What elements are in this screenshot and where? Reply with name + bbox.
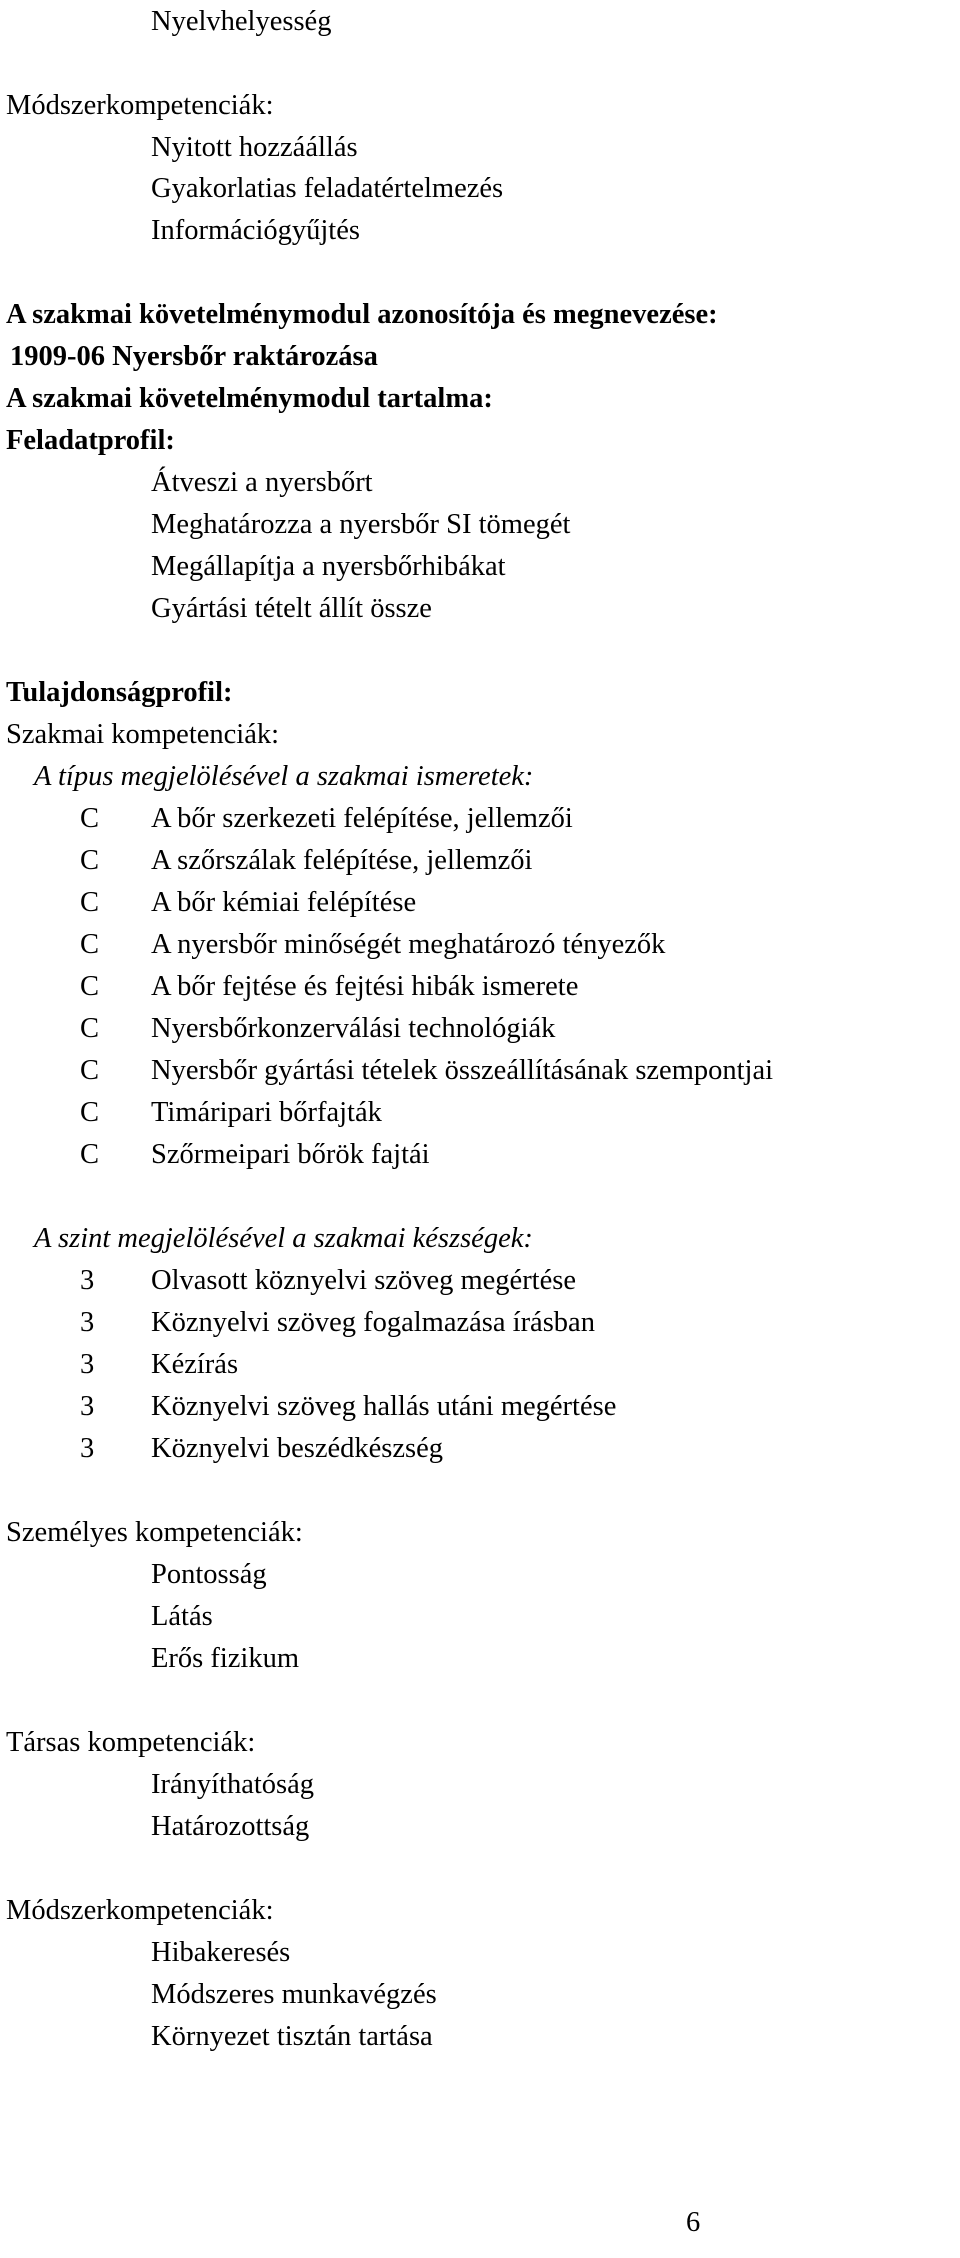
task-item: Meghatározza a nyersbőr SI tömegét (151, 509, 571, 540)
task-item: Átveszi a nyersbőrt (151, 467, 373, 498)
competency-item: Látás (151, 1601, 213, 1632)
knowledge-type: C (80, 1013, 100, 1044)
knowledge-row (0, 1051, 960, 1091)
skill-text: Köznyelvi beszédkészség (151, 1433, 444, 1464)
page-number: 6 (686, 2207, 701, 2238)
skills-heading: A szint megjelölésével a szakmai készségek: (34, 1223, 533, 1254)
property-profile-heading: Tulajdonságprofil: (6, 677, 233, 708)
knowledge-row (0, 841, 960, 881)
knowledge-text: A szőrszálak felépítése, jellemzői (151, 845, 533, 876)
knowledge-row (0, 1135, 960, 1175)
knowledge-text: A bőr fejtése és fejtési hibák ismerete (151, 971, 579, 1002)
knowledge-type: C (80, 1055, 100, 1086)
knowledge-type: C (80, 887, 100, 918)
competency-item: Környezet tisztán tartása (151, 2021, 433, 2052)
task-profile-heading: Feladatprofil: (6, 425, 175, 456)
knowledge-text: Timáripari bőrfajták (151, 1097, 382, 1128)
knowledge-text: Nyersbőr gyártási tételek összeállításának szempontjai (151, 1055, 774, 1086)
competency-item: Nyelvhelyesség (151, 6, 332, 37)
skill-row (0, 1261, 960, 1301)
skill-level: 3 (80, 1391, 95, 1422)
skill-text: Köznyelvi szöveg fogalmazása írásban (151, 1307, 595, 1338)
knowledge-row (0, 883, 960, 923)
skill-row (0, 1303, 960, 1343)
skill-text: Köznyelvi szöveg hallás utáni megértése (151, 1391, 617, 1422)
competency-item: Gyakorlatias feladatértelmezés (151, 173, 504, 204)
competency-item: Irányíthatóság (151, 1769, 315, 1800)
skill-row (0, 1345, 960, 1385)
competency-item: Pontosság (151, 1559, 267, 1590)
skill-text: Kézírás (151, 1349, 239, 1380)
knowledge-text: Szőrmeipari bőrök fajtái (151, 1139, 430, 1170)
competency-item: Határozottság (151, 1811, 310, 1842)
knowledge-text: A bőr szerkezeti felépítése, jellemzői (151, 803, 573, 834)
module-id-heading: A szakmai követelménymodul azonosítója és megnevezése: (6, 299, 718, 330)
skill-text: Olvasott köznyelvi szöveg megértése (151, 1265, 576, 1296)
knowledge-type: C (80, 803, 100, 834)
knowledge-text: A nyersbőr minőségét meghatározó tényezők (151, 929, 666, 960)
skill-level: 3 (80, 1349, 95, 1380)
module-content-heading: A szakmai követelménymodul tartalma: (6, 383, 493, 414)
module-id-value: 1909-06 Nyersbőr raktározása (10, 341, 378, 372)
knowledge-row (0, 1093, 960, 1133)
method-competencies-heading: Módszerkompetenciák: (6, 1895, 274, 1926)
knowledge-type: C (80, 1139, 100, 1170)
skill-row (0, 1429, 960, 1469)
knowledge-row (0, 925, 960, 965)
professional-competencies-heading: Szakmai kompetenciák: (6, 719, 280, 750)
knowledge-type: C (80, 845, 100, 876)
skill-level: 3 (80, 1265, 95, 1296)
personal-competencies-heading: Személyes kompetenciák: (6, 1517, 303, 1548)
competency-item: Hibakeresés (151, 1937, 291, 1968)
skill-level: 3 (80, 1433, 95, 1464)
social-competencies-heading: Társas kompetenciák: (6, 1727, 256, 1758)
knowledge-type: C (80, 929, 100, 960)
competency-item: Módszeres munkavégzés (151, 1979, 437, 2010)
task-item: Gyártási tételt állít össze (151, 593, 432, 624)
knowledge-type: C (80, 1097, 100, 1128)
knowledge-text: A bőr kémiai felépítése (151, 887, 417, 918)
skill-row (0, 1387, 960, 1427)
method-competencies-heading: Módszerkompetenciák: (6, 90, 274, 121)
knowledge-row (0, 799, 960, 839)
knowledge-type: C (80, 971, 100, 1002)
competency-item: Erős fizikum (151, 1643, 300, 1674)
knowledge-row (0, 1009, 960, 1049)
knowledge-row (0, 967, 960, 1007)
knowledge-heading: A típus megjelölésével a szakmai ismeretek: (34, 761, 534, 792)
competency-item: Nyitott hozzáállás (151, 132, 358, 163)
task-item: Megállapítja a nyersbőrhibákat (151, 551, 506, 582)
knowledge-text: Nyersbőrkonzerválási technológiák (151, 1013, 556, 1044)
skill-level: 3 (80, 1307, 95, 1338)
competency-item: Információgyűjtés (151, 215, 360, 246)
